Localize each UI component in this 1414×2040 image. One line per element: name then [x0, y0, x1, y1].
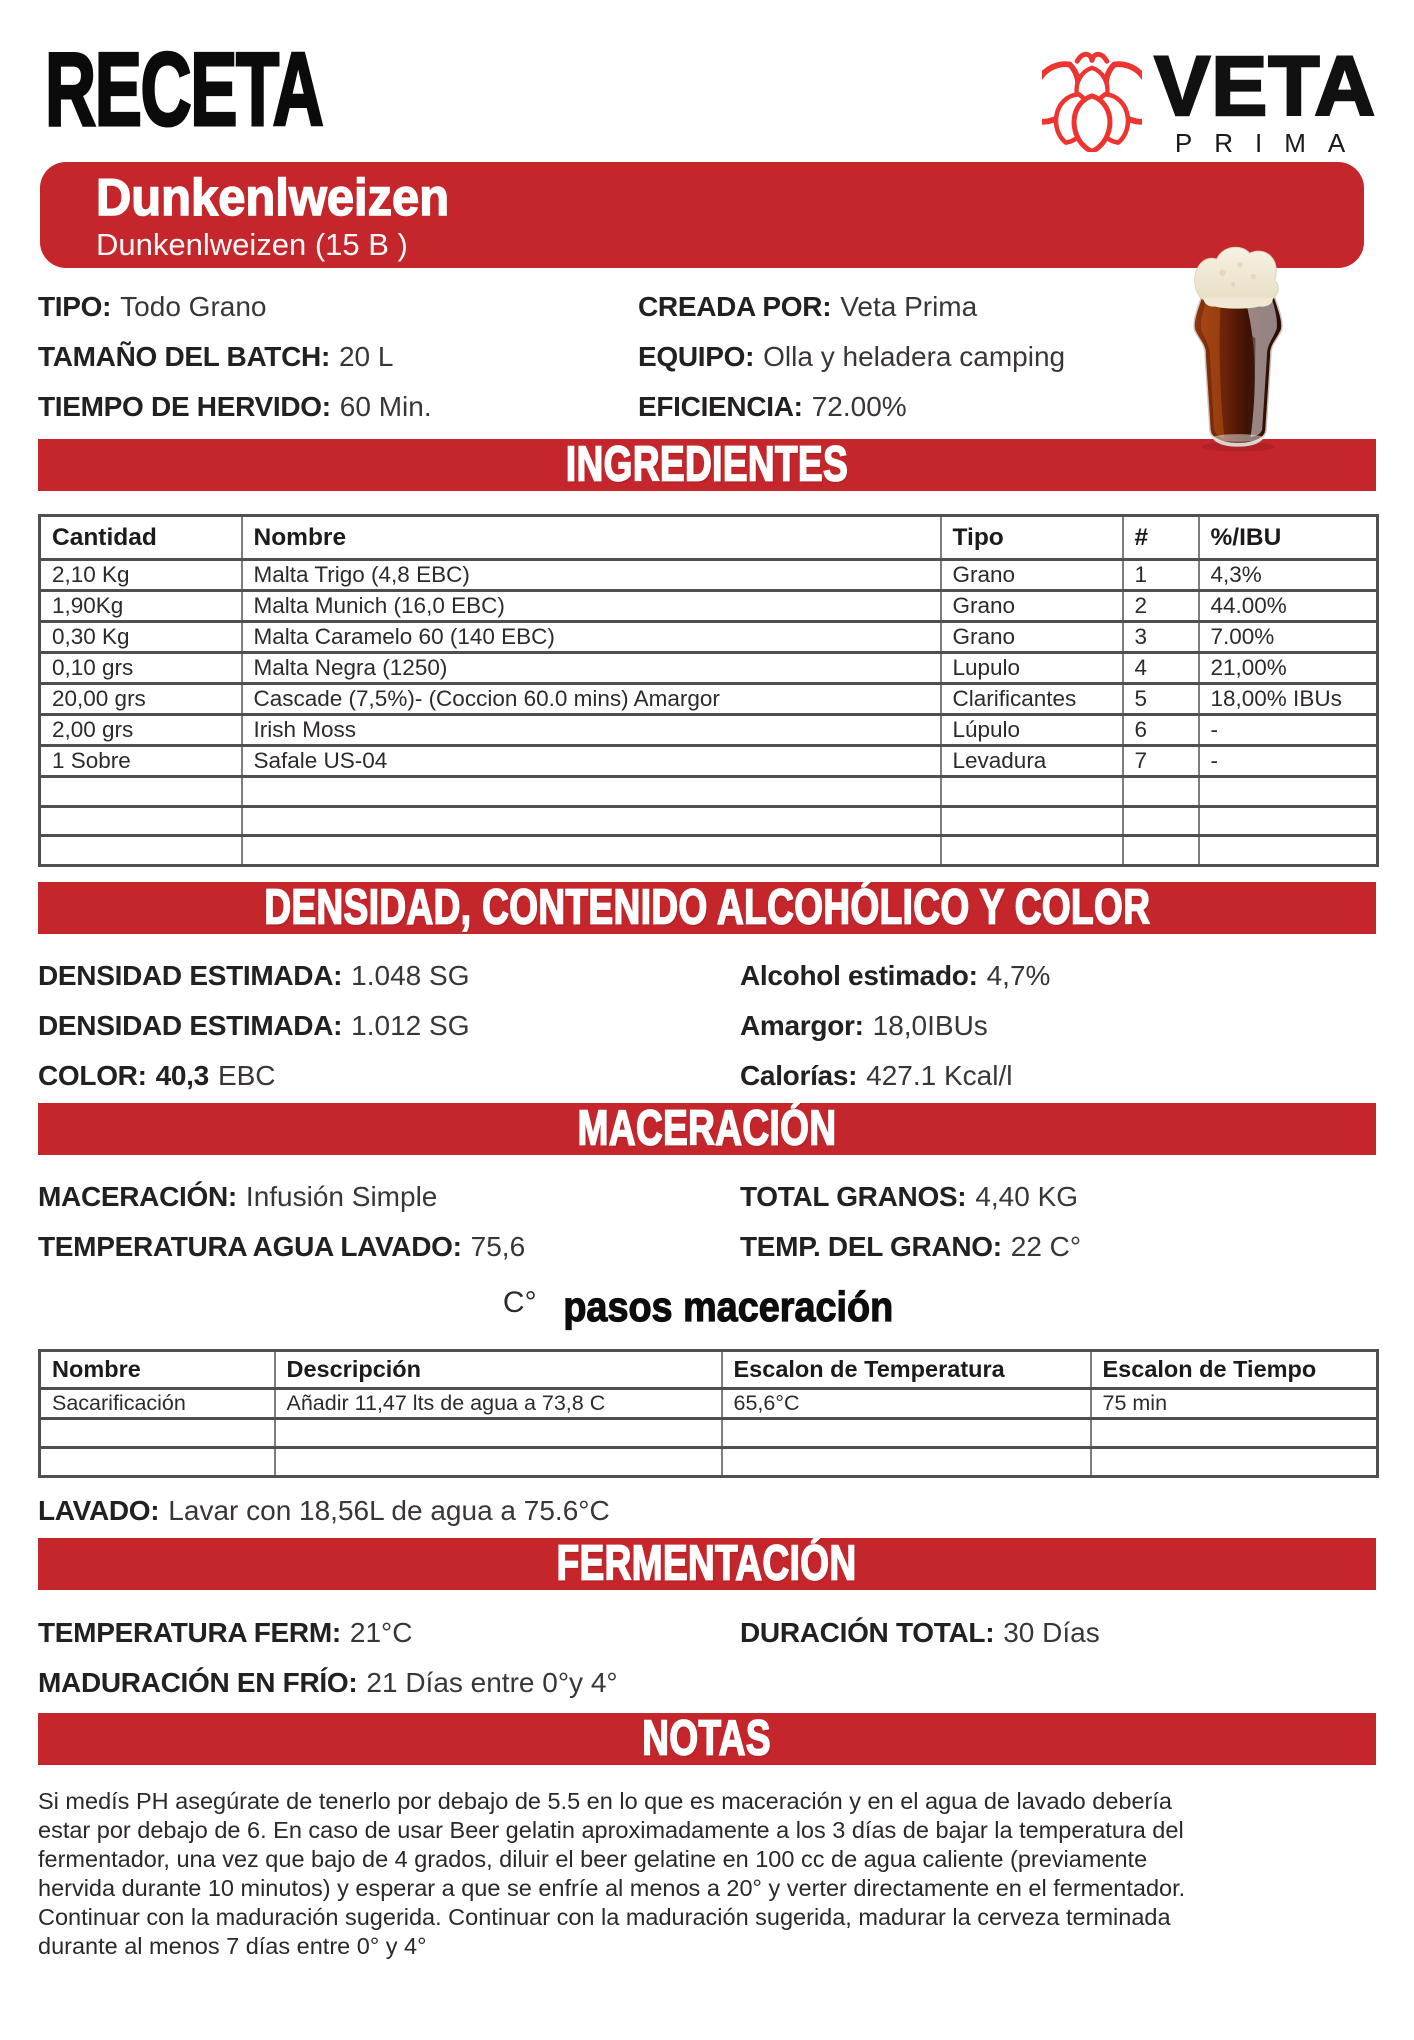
table-row	[40, 653, 1378, 684]
beer-glass-image	[1180, 243, 1296, 457]
info-eficiencia: EFICIENCIA: 72.00%	[638, 391, 907, 422]
section-banner-ingredientes: INGREDIENTES	[38, 439, 1376, 491]
celsius-symbol: C°	[502, 1285, 537, 1319]
table-cell: Malta Negra (1250)	[242, 653, 941, 684]
table-cell: -	[1199, 746, 1378, 777]
section-banner-notas: NOTAS	[38, 1713, 1376, 1765]
temp-del-grano: TEMP. DEL GRANO: 22 C°	[740, 1230, 1082, 1262]
table-cell: Irish Moss	[242, 715, 941, 746]
table-cell: 2	[1123, 591, 1199, 622]
table-cell	[1123, 836, 1199, 866]
density-grid	[38, 959, 1376, 1092]
table-cell: 2,00 grs	[40, 715, 242, 746]
info-hervido: TIEMPO DE HERVIDO: 60 Min.	[38, 391, 432, 422]
table-cell: Levadura	[941, 746, 1123, 777]
mash-steps-table	[38, 1349, 1379, 1478]
table-row	[40, 591, 1378, 622]
table-cell	[242, 777, 941, 807]
section-banner-densidad: DENSIDAD, CONTENIDO ALCOHÓLICO Y COLOR	[38, 882, 1376, 934]
col-numero: #	[1123, 516, 1199, 560]
info-creada-por: CREADA POR: Veta Prima	[638, 291, 978, 322]
brand-name: VETA	[1154, 39, 1376, 133]
info-tipo: TIPO: Todo Grano	[38, 291, 267, 322]
table-cell	[1199, 806, 1378, 836]
alcohol-estimado: Alcohol estimado: 4,7%	[740, 959, 1051, 991]
recipe-title-banner	[40, 162, 1364, 268]
table-cell: 75 min	[1091, 1388, 1378, 1418]
col-cantidad: Cantidad	[40, 516, 242, 560]
table-cell: Clarificantes	[941, 684, 1123, 715]
table-cell	[40, 1418, 275, 1447]
table-cell	[40, 806, 242, 836]
notes-paragraph: Si medís PH asegúrate de tenerlo por debajo de 5.5 en lo que es maceración y en el agua de lavado debería estar por debajo de 6. En caso de usar Beer gelatin aproximadamente a los 3 días de bajar la temperatura del fermentador, una vez que bajo de 4 grados, diluir el beer gelatine en 100 cc de agua caliente (previamente hervida durante 10 minutos) y esperar a que se enfríe al menos a 20° y verter directamente en el fermentador. Continuar con la maduración sugerida. Continuar con la maduración sugerida, madurar la cerveza terminada durante al menos 7 días entre 0° y 4°	[38, 1787, 1186, 1959]
hop-icon	[1042, 48, 1142, 152]
table-cell	[1199, 836, 1378, 866]
mash-steps-header-row	[40, 1350, 1378, 1388]
amargor: Amargor: 18,0IBUs	[740, 1009, 988, 1041]
mash-grid	[38, 1180, 1376, 1263]
recipe-document	[0, 32, 1414, 2040]
table-cell: 44.00%	[1199, 591, 1378, 622]
table-row	[40, 715, 1378, 746]
maceracion-tipo: MACERACIÓN: Infusión Simple	[38, 1180, 438, 1212]
table-cell: 6	[1123, 715, 1199, 746]
table-row	[40, 836, 1378, 866]
table-cell: 1,90Kg	[40, 591, 242, 622]
page-title: RECETA	[45, 32, 323, 148]
calorias: Calorías: 427.1 Kcal/l	[740, 1059, 1013, 1091]
total-granos: TOTAL GRANOS: 4,40 KG	[740, 1180, 1079, 1212]
table-cell	[40, 777, 242, 807]
table-cell: 7.00%	[1199, 622, 1378, 653]
col-tipo: Tipo	[941, 516, 1123, 560]
table-cell: Malta Munich (16,0 EBC)	[242, 591, 941, 622]
table-row	[40, 684, 1378, 715]
table-cell: 2,10 Kg	[40, 560, 242, 591]
table-row	[40, 560, 1378, 591]
duracion-total: DURACIÓN TOTAL: 30 Días	[740, 1616, 1100, 1648]
table-cell	[722, 1447, 1091, 1476]
table-cell: Cascade (7,5%)- (Coccion 60.0 mins) Amargor	[242, 684, 941, 715]
brand-logo	[1042, 39, 1376, 159]
table-cell: Malta Caramelo 60 (140 EBC)	[242, 622, 941, 653]
col-step-descripcion: Descripción	[275, 1350, 722, 1388]
table-cell	[242, 806, 941, 836]
table-cell: -	[1199, 715, 1378, 746]
brand-text	[1154, 39, 1376, 159]
table-cell	[242, 836, 941, 866]
section-banner-maceracion: MACERACIÓN	[38, 1103, 1376, 1155]
table-cell	[1123, 806, 1199, 836]
col-nombre: Nombre	[242, 516, 941, 560]
mash-steps-heading: C° pasos maceración	[502, 1282, 893, 1330]
color-ebc: COLOR: 40,3 EBC	[38, 1059, 276, 1091]
table-cell	[941, 836, 1123, 866]
table-cell	[941, 777, 1123, 807]
temperatura-ferm: TEMPERATURA FERM: 21°C	[38, 1616, 413, 1648]
table-cell	[275, 1418, 722, 1447]
table-cell	[40, 1447, 275, 1476]
densidad-og: DENSIDAD ESTIMADA: 1.048 SG	[38, 959, 470, 991]
table-cell: 1 Sobre	[40, 746, 242, 777]
info-equipo: EQUIPO: Olla y heladera camping	[638, 341, 1066, 372]
temperatura-agua-lavado: TEMPERATURA AGUA LAVADO: 75,6	[38, 1230, 526, 1262]
table-cell	[1091, 1418, 1378, 1447]
table-cell	[40, 836, 242, 866]
table-row	[40, 777, 1378, 807]
col-step-nombre: Nombre	[40, 1350, 275, 1388]
info-batch: TAMAÑO DEL BATCH: 20 L	[38, 341, 394, 372]
table-cell: 5	[1123, 684, 1199, 715]
lavado-line: LAVADO: Lavar con 18,56L de agua a 75.6°C	[38, 1494, 610, 1526]
col-step-tiempo: Escalon de Tiempo	[1091, 1350, 1378, 1388]
table-row	[40, 622, 1378, 653]
table-cell: 21,00%	[1199, 653, 1378, 684]
table-row	[40, 1447, 1378, 1476]
table-cell: 1	[1123, 560, 1199, 591]
brand-subname: PRIMA	[1174, 128, 1368, 158]
table-cell	[1091, 1447, 1378, 1476]
table-cell: 0,30 Kg	[40, 622, 242, 653]
table-cell: 7	[1123, 746, 1199, 777]
ingredients-header-row	[40, 516, 1378, 560]
table-cell: Safale US-04	[242, 746, 941, 777]
table-cell	[941, 806, 1123, 836]
fermentation-grid	[38, 1616, 1376, 1699]
table-cell	[1123, 777, 1199, 807]
maduracion-en-frio: MADURACIÓN EN FRÍO: 21 Días entre 0°y 4°	[38, 1666, 618, 1698]
table-cell: 18,00% IBUs	[1199, 684, 1378, 715]
table-cell: 20,00 grs	[40, 684, 242, 715]
table-cell: Grano	[941, 560, 1123, 591]
ingredients-table	[38, 514, 1379, 867]
document-header	[45, 32, 1376, 158]
table-cell: 4,3%	[1199, 560, 1378, 591]
table-row	[40, 806, 1378, 836]
table-cell: 65,6°C	[722, 1388, 1091, 1418]
table-cell: 3	[1123, 622, 1199, 653]
table-cell: Grano	[941, 591, 1123, 622]
table-cell: Lupulo	[941, 653, 1123, 684]
table-row	[40, 1418, 1378, 1447]
col-step-temperatura: Escalon de Temperatura	[722, 1350, 1091, 1388]
table-cell	[275, 1447, 722, 1476]
table-cell: Malta Trigo (4,8 EBC)	[242, 560, 941, 591]
table-cell: Añadir 11,47 lts de agua a 73,8 C	[275, 1388, 722, 1418]
table-row	[40, 1388, 1378, 1418]
col-ibu: %/IBU	[1199, 516, 1378, 560]
table-row	[40, 746, 1378, 777]
recipe-title: Dunkenlweizen	[96, 169, 450, 227]
densidad-fg: DENSIDAD ESTIMADA: 1.012 SG	[38, 1009, 470, 1041]
recipe-style-subtitle: Dunkenlweizen (15 B )	[96, 227, 408, 262]
table-cell: 4	[1123, 653, 1199, 684]
table-cell: Sacarificación	[40, 1388, 275, 1418]
table-cell: Lúpulo	[941, 715, 1123, 746]
section-banner-fermentacion: FERMENTACIÓN	[38, 1538, 1376, 1590]
table-cell	[1199, 777, 1378, 807]
table-cell: Grano	[941, 622, 1123, 653]
table-cell: 0,10 grs	[40, 653, 242, 684]
recipe-info-grid	[38, 290, 1376, 423]
table-cell	[722, 1418, 1091, 1447]
